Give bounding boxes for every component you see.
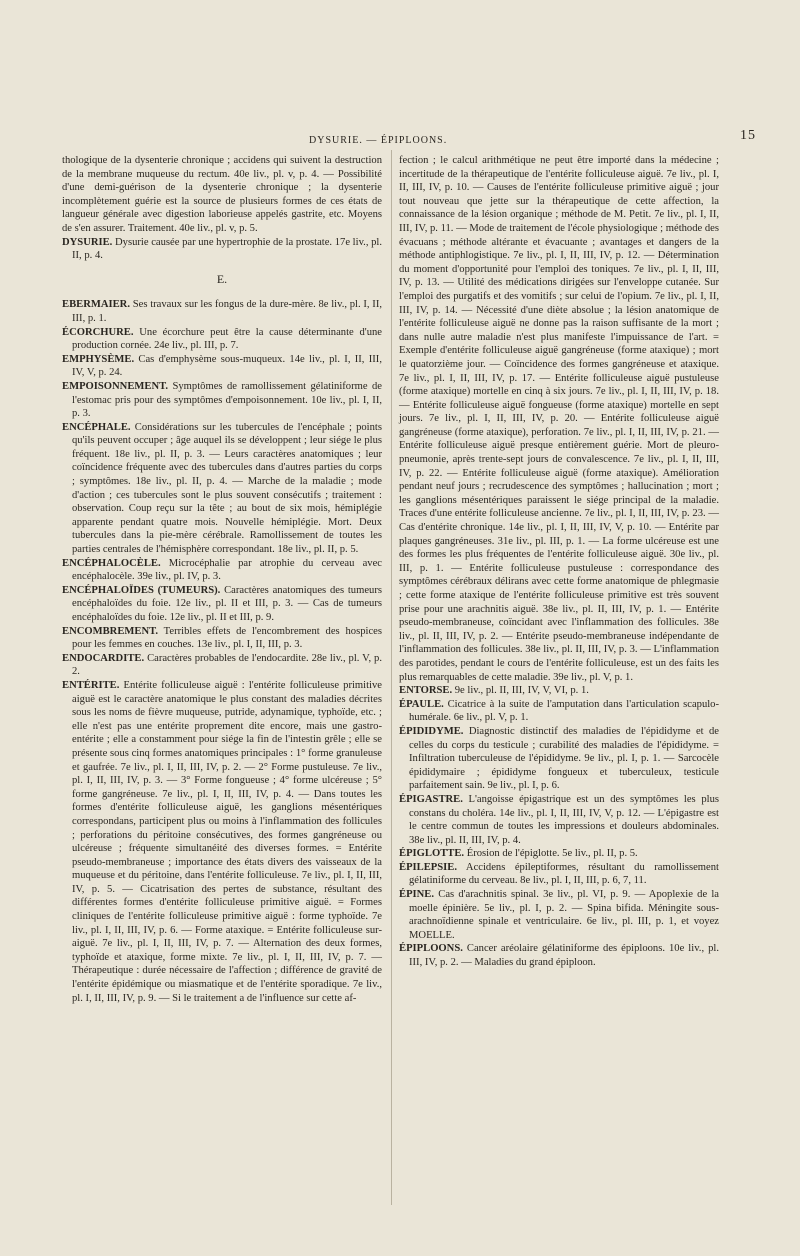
entry-text: Ses travaux sur les fongus de la dure-mère. 8e liv., pl. I, II, III, p. 1.	[72, 299, 382, 324]
index-entry	[399, 793, 719, 847]
index-entry	[62, 679, 382, 1005]
entry-text: Cas d'arachnitis spinal. 3e liv., pl. VI, p. 9. — Apoplexie de la moelle épinière. 5e liv., pl. I, p. 2. — Spina bifida. Méningite sous-arachnoïdienne spinale et ventriculaire. 6e liv., pl. III, p. 1, et voyez MOELLE.	[409, 889, 719, 941]
headword: ÉPIDIDYME.	[399, 725, 464, 737]
headword: EBERMAIER.	[62, 299, 130, 311]
headword: EMPOISONNEMENT.	[62, 380, 169, 392]
entry-text: Cas d'emphysème sous-muqueux. 14e liv., pl. I, II, III, IV, V, p. 24.	[72, 353, 382, 379]
right-entry-list	[399, 684, 719, 969]
headword: ÉPIPLOONS.	[399, 943, 463, 955]
left-column	[62, 154, 382, 1005]
entry-text: Caractères anatomiques des tumeurs encéphaloïdes du foie. 12e liv., pl. II et III, p. 3. — Cas de tumeurs encéphaloïdes du foie. 12e liv., pl. II et III, p. 9.	[72, 584, 382, 623]
entry-text: Terribles effets de l'encombrement des hospices pour les femmes en couches. 13e liv., pl. I, II, III, p. 3.	[72, 625, 382, 651]
entry-text: Cancer aréolaire gélatiniforme des épiploons. 10e liv., pl. III, IV, p. 2. — Maladies du grand épiploon.	[409, 943, 719, 969]
entry-text: Considérations sur les tubercules de l'encéphale ; points qu'ils peuvent occuper ; âge auquel ils se développent ; leur siége le plus fréquent. 18e liv., pl. II, p. 3. — Leurs caractères anatomiques ; leur coïncidence fréquente avec des tubercules dans d'autres parties du corps ; symptômes. 18e liv., pl. II, p. 4. — Marche de la maladie ; mode d'action ; ces tubercules sont le plus souvent consécutifs ; traitement : observation. Coup reçu sur la tête ; au bout de six mois, hémiplégie apparente pendant quatre mois. Nouvelle hémiplégie. Mort. Deux tubercules dans la pie-mère cérébrale. Ramollissement de toutes les parties centrales de l'hémisphère correspondant. 18e liv., pl. II, p. 5.	[72, 421, 382, 556]
index-entry	[62, 421, 382, 557]
headword: EMPHYSÈME.	[62, 353, 135, 365]
index-entry	[62, 652, 382, 679]
entry-text: Une écorchure peut être la cause déterminante d'une production cornée. 24e liv., pl. III, p. 7.	[72, 326, 382, 352]
headword: ENCÉPHALE.	[62, 421, 131, 433]
index-entry	[399, 684, 719, 698]
headword: DYSURIE.	[62, 236, 113, 248]
entry-text: Cicatrice à la suite de l'amputation dans l'articulation scapulo-humérale. 6e liv., pl. V, p. 1.	[409, 698, 720, 724]
headword: ENTORSE.	[399, 685, 453, 697]
index-entry	[399, 847, 719, 861]
headword: ENDOCARDITE.	[62, 652, 145, 664]
index-entry	[62, 584, 382, 625]
headword: ÉPIGLOTTE.	[399, 848, 465, 860]
index-entry	[399, 861, 719, 888]
headword: ÉCORCHURE.	[62, 326, 134, 338]
section-letter: E.	[216, 271, 228, 286]
entry-text: Symptômes de ramollissement gélatiniforme de l'estomac pris pour des symptômes d'empoisonnement. 10e liv., pl. I, II, p. 3.	[72, 380, 382, 420]
entry-text: 9e liv., pl. II, III, IV, V, VI, p. 1.	[454, 685, 589, 697]
entry-text: L'angoisse épigastrique est un des symptômes les plus constans du choléra. 14e liv., pl. I, II, III, IV, V, p. 12. — L'épigastre est le centre commun de toutes les impressions et douleurs abdominales. 38e liv., pl. II, III, IV, p. 4.	[409, 793, 719, 846]
continuation-text: fection ; le calcul arithmétique ne peut être importé dans la médecine ; incertitude de la thérapeutique de l'entérite folliculeuse aiguë. 7e liv., pl. I, II, III, IV, p. 10. — Causes de l'entérite folliculeuse primitive aiguë ; jour tout nouveau que jette sur la thérapeutique de cette affection, la connaissance de la lésion organique ; méthode de M. Petit. 7e liv., pl. I, II, III, IV, p. 11. — Mode de traitement de l'école physiologique ; méthode des évacuans ; méthode altérante et évacuante ; avantages et dangers de la méthode antiphlogistique. 7e liv., pl. I, II, III, IV, p. 12. — Détermination du moment d'opportunité pour l'emploi des toniques. 7e liv., pl. I, II, III, IV, p. 13. — Utilité des médications dirigées sur l'enveloppe cutanée. Sur l'emploi des purgatifs et des vomitifs ; sur celui de l'opium. 7e liv., pl. I, II, III, IV, p. 14. — Nécessité d'une diète absolue ; la lésion anatomique de l'entérite folliculeuse aiguë ne donne pas la raison suffisante de la mort ; dans nulle autre maladie n'est plus manifeste l'impuissance de l'art. = Exemple d'entérite folliculeuse aiguë gangréneuse (forme ataxique) ; mort le quatorzième jour. — Coïncidence des formes gangréneuse et ataxique. 7e liv., pl. I, II, III, IV, p. 17. — Entérite folliculeuse aiguë pustuleuse (forme ataxique) mortelle en cinq à six jours. 7e liv., pl. I, II, III, IV, p. 18. — Entérite folliculeuse aiguë fongueuse (forme ataxique) mortelle en sept jours. 7e liv., pl. I, II, III, IV, p. 20. — Entérite folliculeuse aiguë gangréneuse (forme ataxique), perforation. 7e liv., pl. I, II, III, IV, p. 21. — Entérite folliculeuse aiguë presque entièrement guérie. Mort de pleuro-pneumonie, après trente-sept jours de convalescence. 7e liv., pl. I, II, III, IV, p. 22. — Entérite folliculeuse aiguë (forme ataxique). Amélioration pendant neuf jours ; recrudescence des symptômes ; hallucination ; mort ; les ganglions mésentériques paraissent le siége principal de la maladie. Traces d'une entérite folliculeuse ancienne. 7e liv., pl. I, II, III, IV, p. 23. — Cas d'entérite chronique. 14e liv., pl. I, II, III, IV, V, p. 10. — Entérite par plaques gangréneuses. 31e liv., pl. III, p. 1. — La forme ulcéreuse est une des formes les plus fréquentes de l'entérite folliculeuse aiguë. 30e liv., pl. III, p. 1. — Entérite folliculeuse pustuleuse : correspondance des symptômes cérébraux délirans avec cette forme anatomique de phlegmasie ; cette forme ataxique de l'entérite folliculeuse primitive est très souvent prise pour une arachnitis aiguë. 38e liv., pl. II, III, IV, p. 1. — Entérite pseudo-membraneuse, coïncidant avec l'inflammation des follicules. 38e liv., pl. II, III, IV, p. 2. — Entérite pseudo-membraneuse indépendante de l'inflammation des follicules. 38e liv., pl. II, III, IV, p. 3. — L'inflammation des parotides, pendant le cours de l'entérite folliculeuse, est un des faits les plus remarquables de cette maladie. 39e liv., pl. V, p. 1.	[399, 155, 719, 683]
entry-text: Diagnostic distinctif des maladies de l'épididyme et de celles du corps du testicule ; curabilité des maladies de l'épididyme. = Infiltration tuberculeuse de l'épididyme. 9e liv., pl. I, p. 1. — Sarcocèle épididymaire ; épididyme fongueux et tuberculeux, testicule parfaitement sain. 9e liv., pl. I, p. 6.	[409, 725, 719, 792]
index-entry	[62, 380, 382, 421]
running-head	[62, 128, 762, 148]
headword: ENCÉPHALOCÈLE.	[62, 557, 161, 569]
index-entry	[399, 725, 719, 793]
entry-text: Érosion de l'épiglotte. 5e liv., pl. II, p. 5.	[466, 848, 638, 860]
entry-text: Entérite folliculeuse aiguë : l'entérite folliculeuse primitive aiguë est le caractère anatomique le plus constant des maladies décrites sous les noms de fièvre muqueuse, putride, adynamique, typhoïde, etc. ; elle n'est pas une entérite proprement dite encore, mais une gastro-entérite ; elle a constamment pour siége la fin de l'intestin grêle ; elle se présente sous cinq formes anatomiques principales : 1° forme granuleuse et gaufrée. 7e liv., pl. I, II, III, IV, p. 2. — 2° Forme pustuleuse. 7e liv., pl. I, II, III, IV, p. 3. — 3° Forme fongueuse ; 4° forme ulcéreuse ; 5° forme gangréneuse. 7e liv., pl. I, II, III, IV, p. 4. — Dans toutes les formes d'entérite folliculeuse aiguë, les ganglions mésentériques correspondans, participent plus ou moins à l'inflammation des follicules ; perforations du péritoine consécutives, des formes gangréneuse ou ulcéreuse ; fréquente simultanéité des diverses formes. = Entérite pseudo-membraneuse ; importance des états divers des vaisseaux de la muqueuse et du péritoine, dans l'entérite folliculeuse. 7e liv., pl. I, II, III, IV, p. 5. — Cicatrisation des pertes de substance, résultant des différentes formes d'entérite folliculeuse primitive aiguë. = Formes cliniques de l'entérite folliculeuse primitive aiguë : forme typhoïde. 7e liv., pl. I, II, III, IV, p. 6. — Forme ataxique. = Entérite folliculeuse sur-aiguë. 7e liv., pl. I, II, III, IV, p. 7. — Alternation des deux formes, typhoïde et ataxique, forme mixte. 7e liv., pl. I, II, III, IV, p. 7. — Thérapeutique : durée nécessaire de l'affection ; différence de gravité de l'entérite épidémique ou miasmatique et de l'entérite sporadique. 7e liv., pl. I, II, III, IV, p. 9. — Si le traitement a de l'influence sur cette af-	[72, 679, 382, 1004]
right-column	[399, 154, 719, 970]
entry-text: Caractères probables de l'endocardite. 28e liv., pl. V, p. 2.	[72, 652, 382, 678]
headword: ÉPINE.	[399, 889, 435, 901]
index-entry	[399, 888, 719, 942]
headword: ENCOMBREMENT.	[62, 625, 159, 637]
entry-text: Dysurie causée par une hypertrophie de la prostate. 17e liv., pl. II, p. 4.	[72, 236, 383, 262]
index-entry	[399, 698, 719, 725]
index-entry	[62, 298, 382, 325]
index-entry	[399, 942, 719, 969]
column-divider	[391, 150, 392, 1205]
index-entry	[62, 326, 382, 353]
headword: ÉPAULE.	[399, 698, 444, 710]
headword: ENCÉPHALOÏDES (TUMEURS).	[62, 584, 221, 596]
continuation-text: thologique de la dysenterie chronique ; accidens qui suivent la destruction de la membrane muqueuse du rectum. 40e liv., pl. v, p. 4. — Possibilité d'une demi-guérison de la dysenterie chronique ; la dysenterie incomplètement guérie est la source de plusieurs formes de ces états de langueur générale avec digestion laborieuse appelés gastrite, etc. Moyens de s'en assurer. Traitement. 40e liv., pl. v, p. 5.	[62, 155, 382, 234]
entry-text: Accidens épileptiformes, résultant du ramollissement gélatiniforme du cerveau. 8e liv., pl. I, II, III, p. 6, 7, 11.	[409, 861, 719, 887]
index-entry	[62, 353, 382, 380]
headword: ENTÉRITE.	[62, 679, 120, 691]
left-entry-list	[62, 298, 382, 1005]
index-entry	[62, 557, 382, 584]
headword: ÉPIGASTRE.	[399, 793, 463, 805]
entry-text: Microcéphalie par atrophie du cerveau avec encéphalocèle. 39e liv., pl. IV, p. 3.	[72, 557, 382, 583]
page-number: 15	[740, 128, 756, 143]
index-entry	[62, 236, 382, 263]
headword: ÉPILEPSIE.	[399, 861, 457, 873]
index-entry	[62, 625, 382, 652]
running-head-title: DYSURIE. — ÉPIPLOONS.	[309, 135, 448, 146]
